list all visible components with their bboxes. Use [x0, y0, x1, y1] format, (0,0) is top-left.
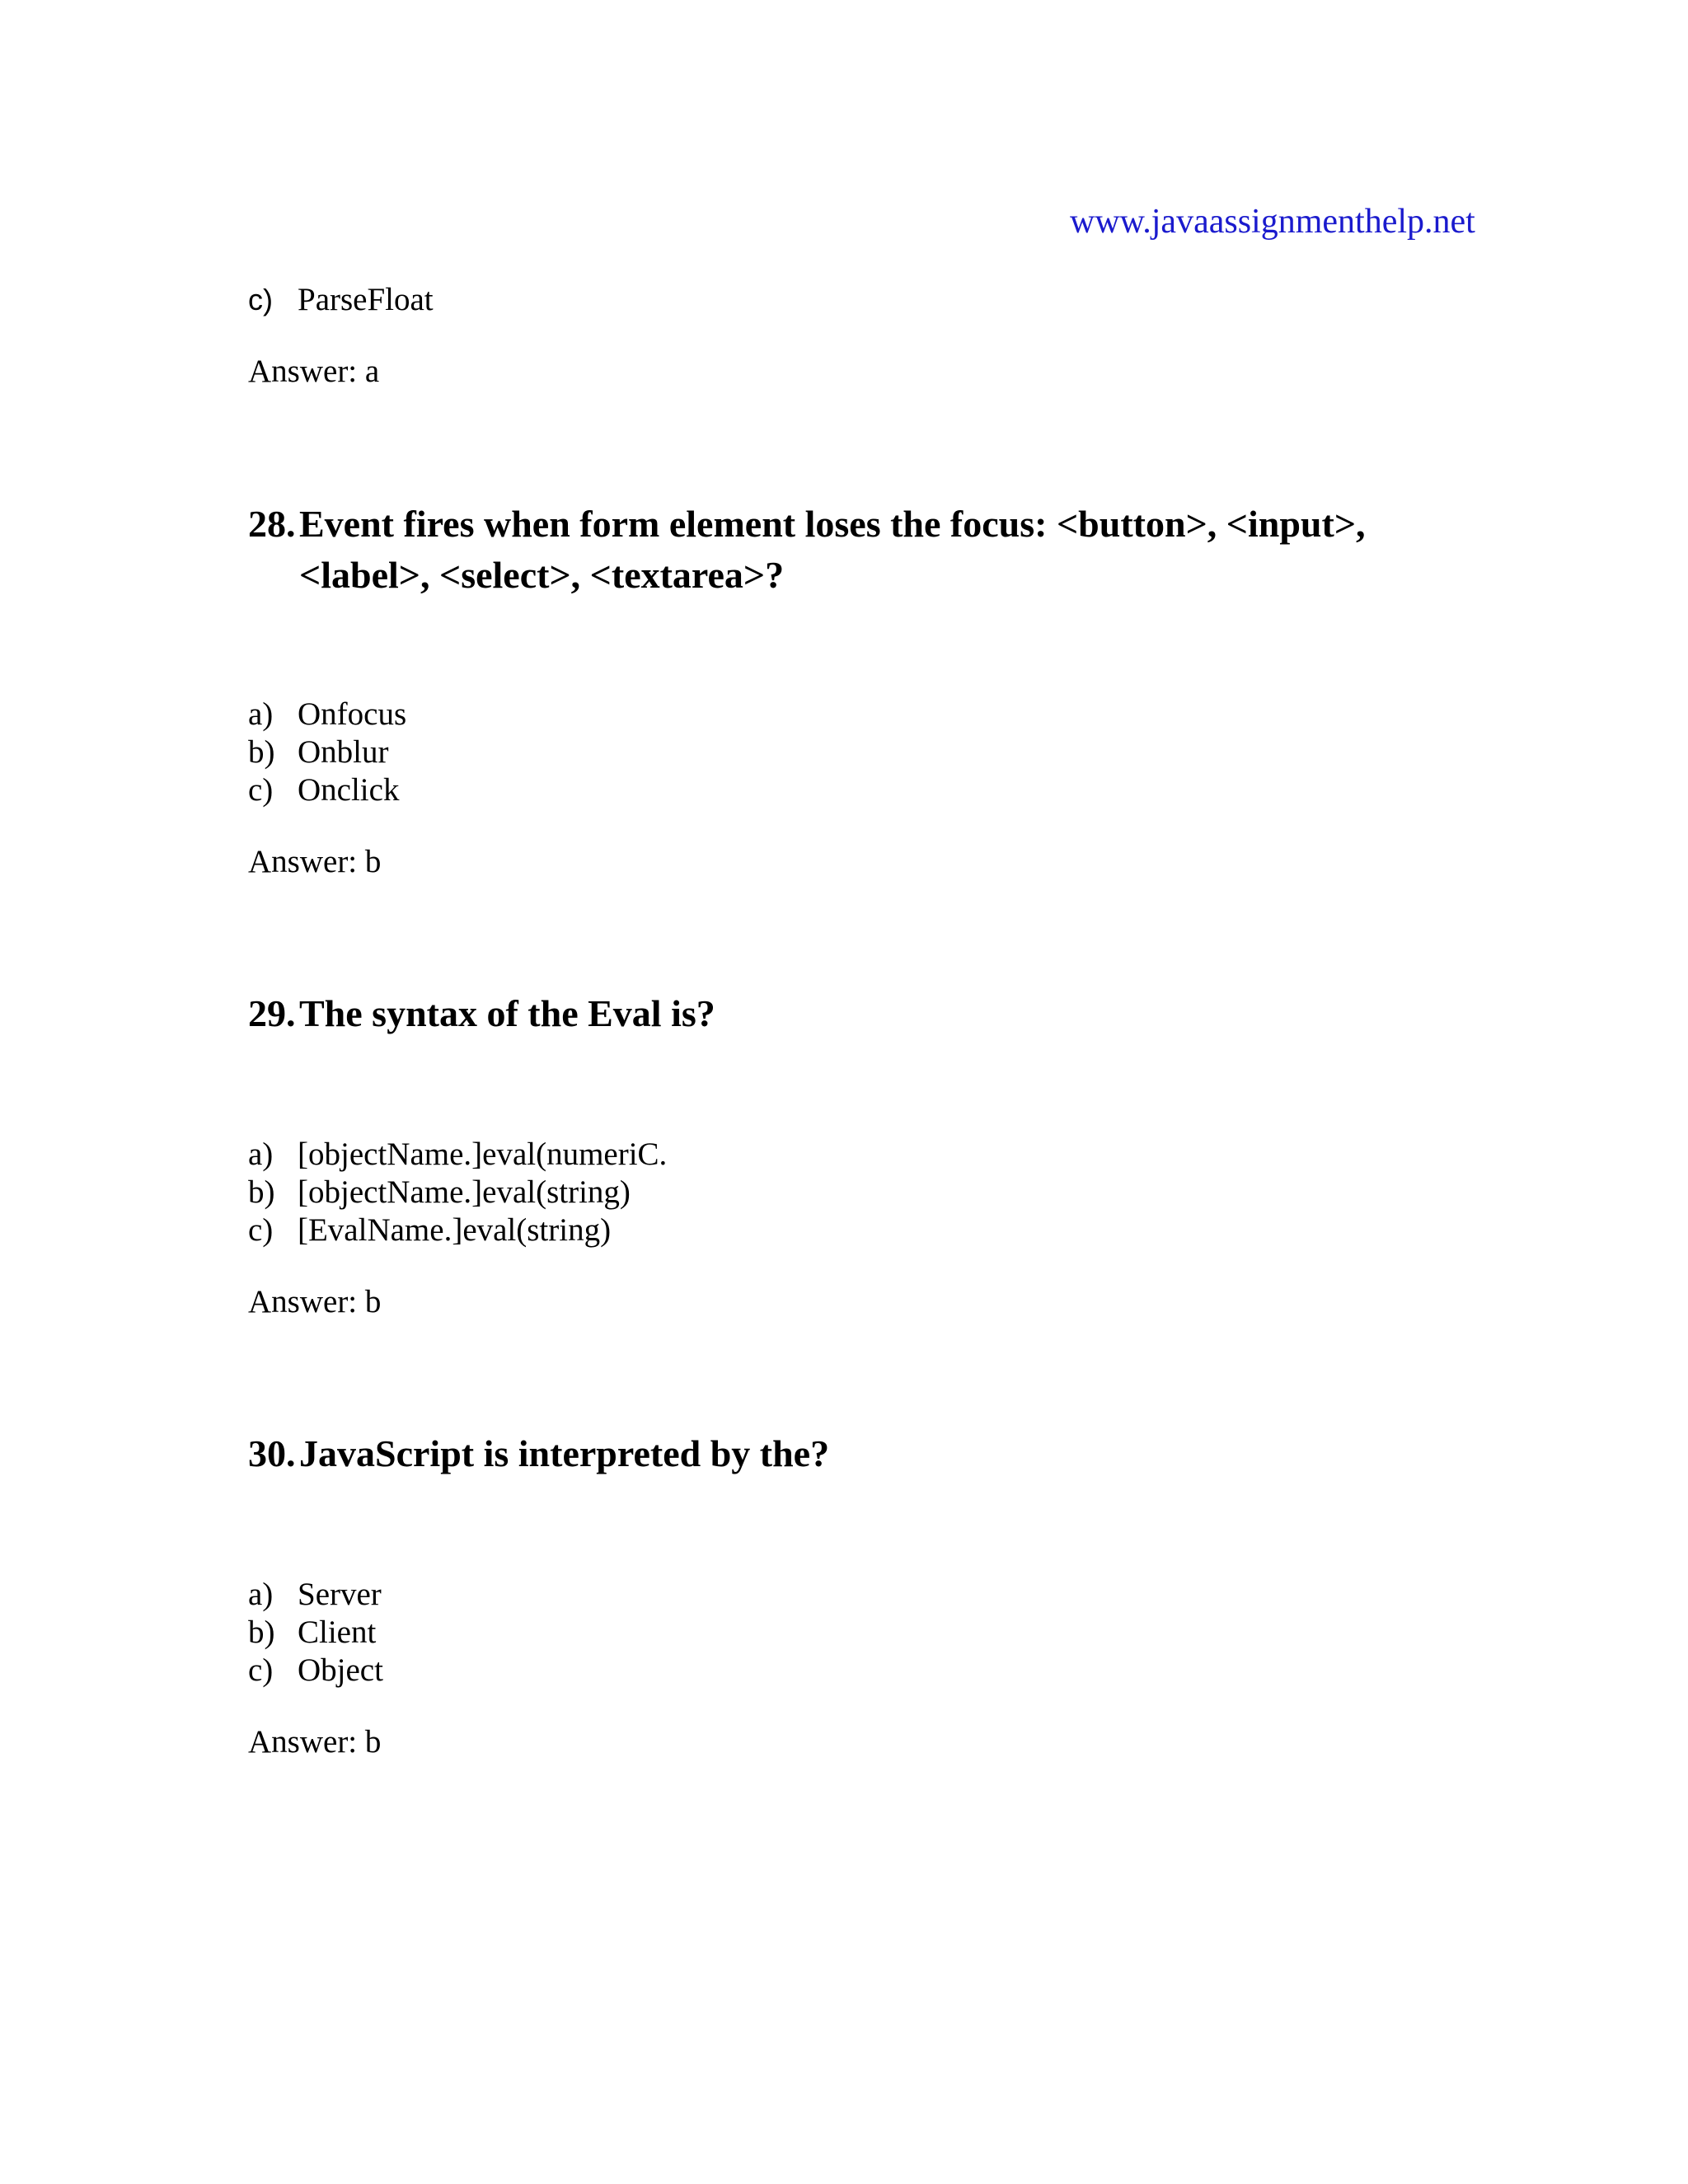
option-text: ParseFloat	[298, 282, 434, 317]
option-letter: b)	[248, 734, 275, 770]
question-29	[248, 988, 715, 1039]
question-text-line-2: <label>, <select>, <textarea>?	[299, 554, 785, 596]
option-letter: c)	[248, 283, 273, 316]
header-url-link[interactable]: www.javaassignmenthelp.net	[1070, 203, 1475, 241]
q29-option-b	[248, 1173, 631, 1212]
option-text: [EvalName.]eval(string)	[298, 1212, 612, 1248]
question-number: 29.	[248, 992, 296, 1034]
option-text: [objectName.]eval(numeriC.	[298, 1137, 668, 1172]
option-letter: b)	[248, 1174, 275, 1210]
question-text-line-1: The syntax of the Eval is?	[299, 992, 715, 1034]
q28-option-c	[248, 771, 399, 810]
option-text: Onblur	[298, 734, 389, 770]
option-letter: a)	[248, 1577, 274, 1612]
option-letter: c)	[248, 1212, 274, 1248]
question-number: 28.	[248, 503, 296, 545]
question-text-line-1: JavaScript is interpreted by the?	[299, 1432, 830, 1474]
q29-option-c	[248, 1211, 611, 1250]
option-letter: c)	[248, 772, 274, 808]
q28-option-a	[248, 695, 406, 734]
option-letter: b)	[248, 1615, 275, 1650]
option-letter: a)	[248, 1137, 274, 1172]
q29-option-a	[248, 1135, 667, 1174]
option-letter: c)	[248, 1652, 274, 1688]
option-text: Client	[298, 1615, 377, 1650]
option-text: [objectName.]eval(string)	[298, 1174, 631, 1210]
option-text: Onclick	[298, 772, 400, 808]
option-text: Onfocus	[298, 696, 407, 732]
prev-answer: Answer: a	[248, 354, 380, 389]
option-text: Object	[298, 1652, 383, 1688]
question-number: 30.	[248, 1432, 296, 1474]
question-28	[248, 499, 1366, 601]
q30-option-a	[248, 1575, 382, 1615]
question-text-line-1: Event fires when form element loses the focus: <button>, <input>,	[299, 503, 1366, 545]
q30-option-b	[248, 1613, 376, 1652]
q28-answer: Answer: b	[248, 844, 382, 879]
q28-option-b	[248, 733, 389, 772]
q30-answer: Answer: b	[248, 1724, 382, 1760]
q29-answer: Answer: b	[248, 1284, 382, 1319]
option-letter: a)	[248, 696, 274, 732]
prev-option-c	[248, 280, 434, 320]
option-text: Server	[298, 1577, 382, 1612]
question-30	[248, 1428, 829, 1479]
q30-option-c	[248, 1651, 383, 1690]
